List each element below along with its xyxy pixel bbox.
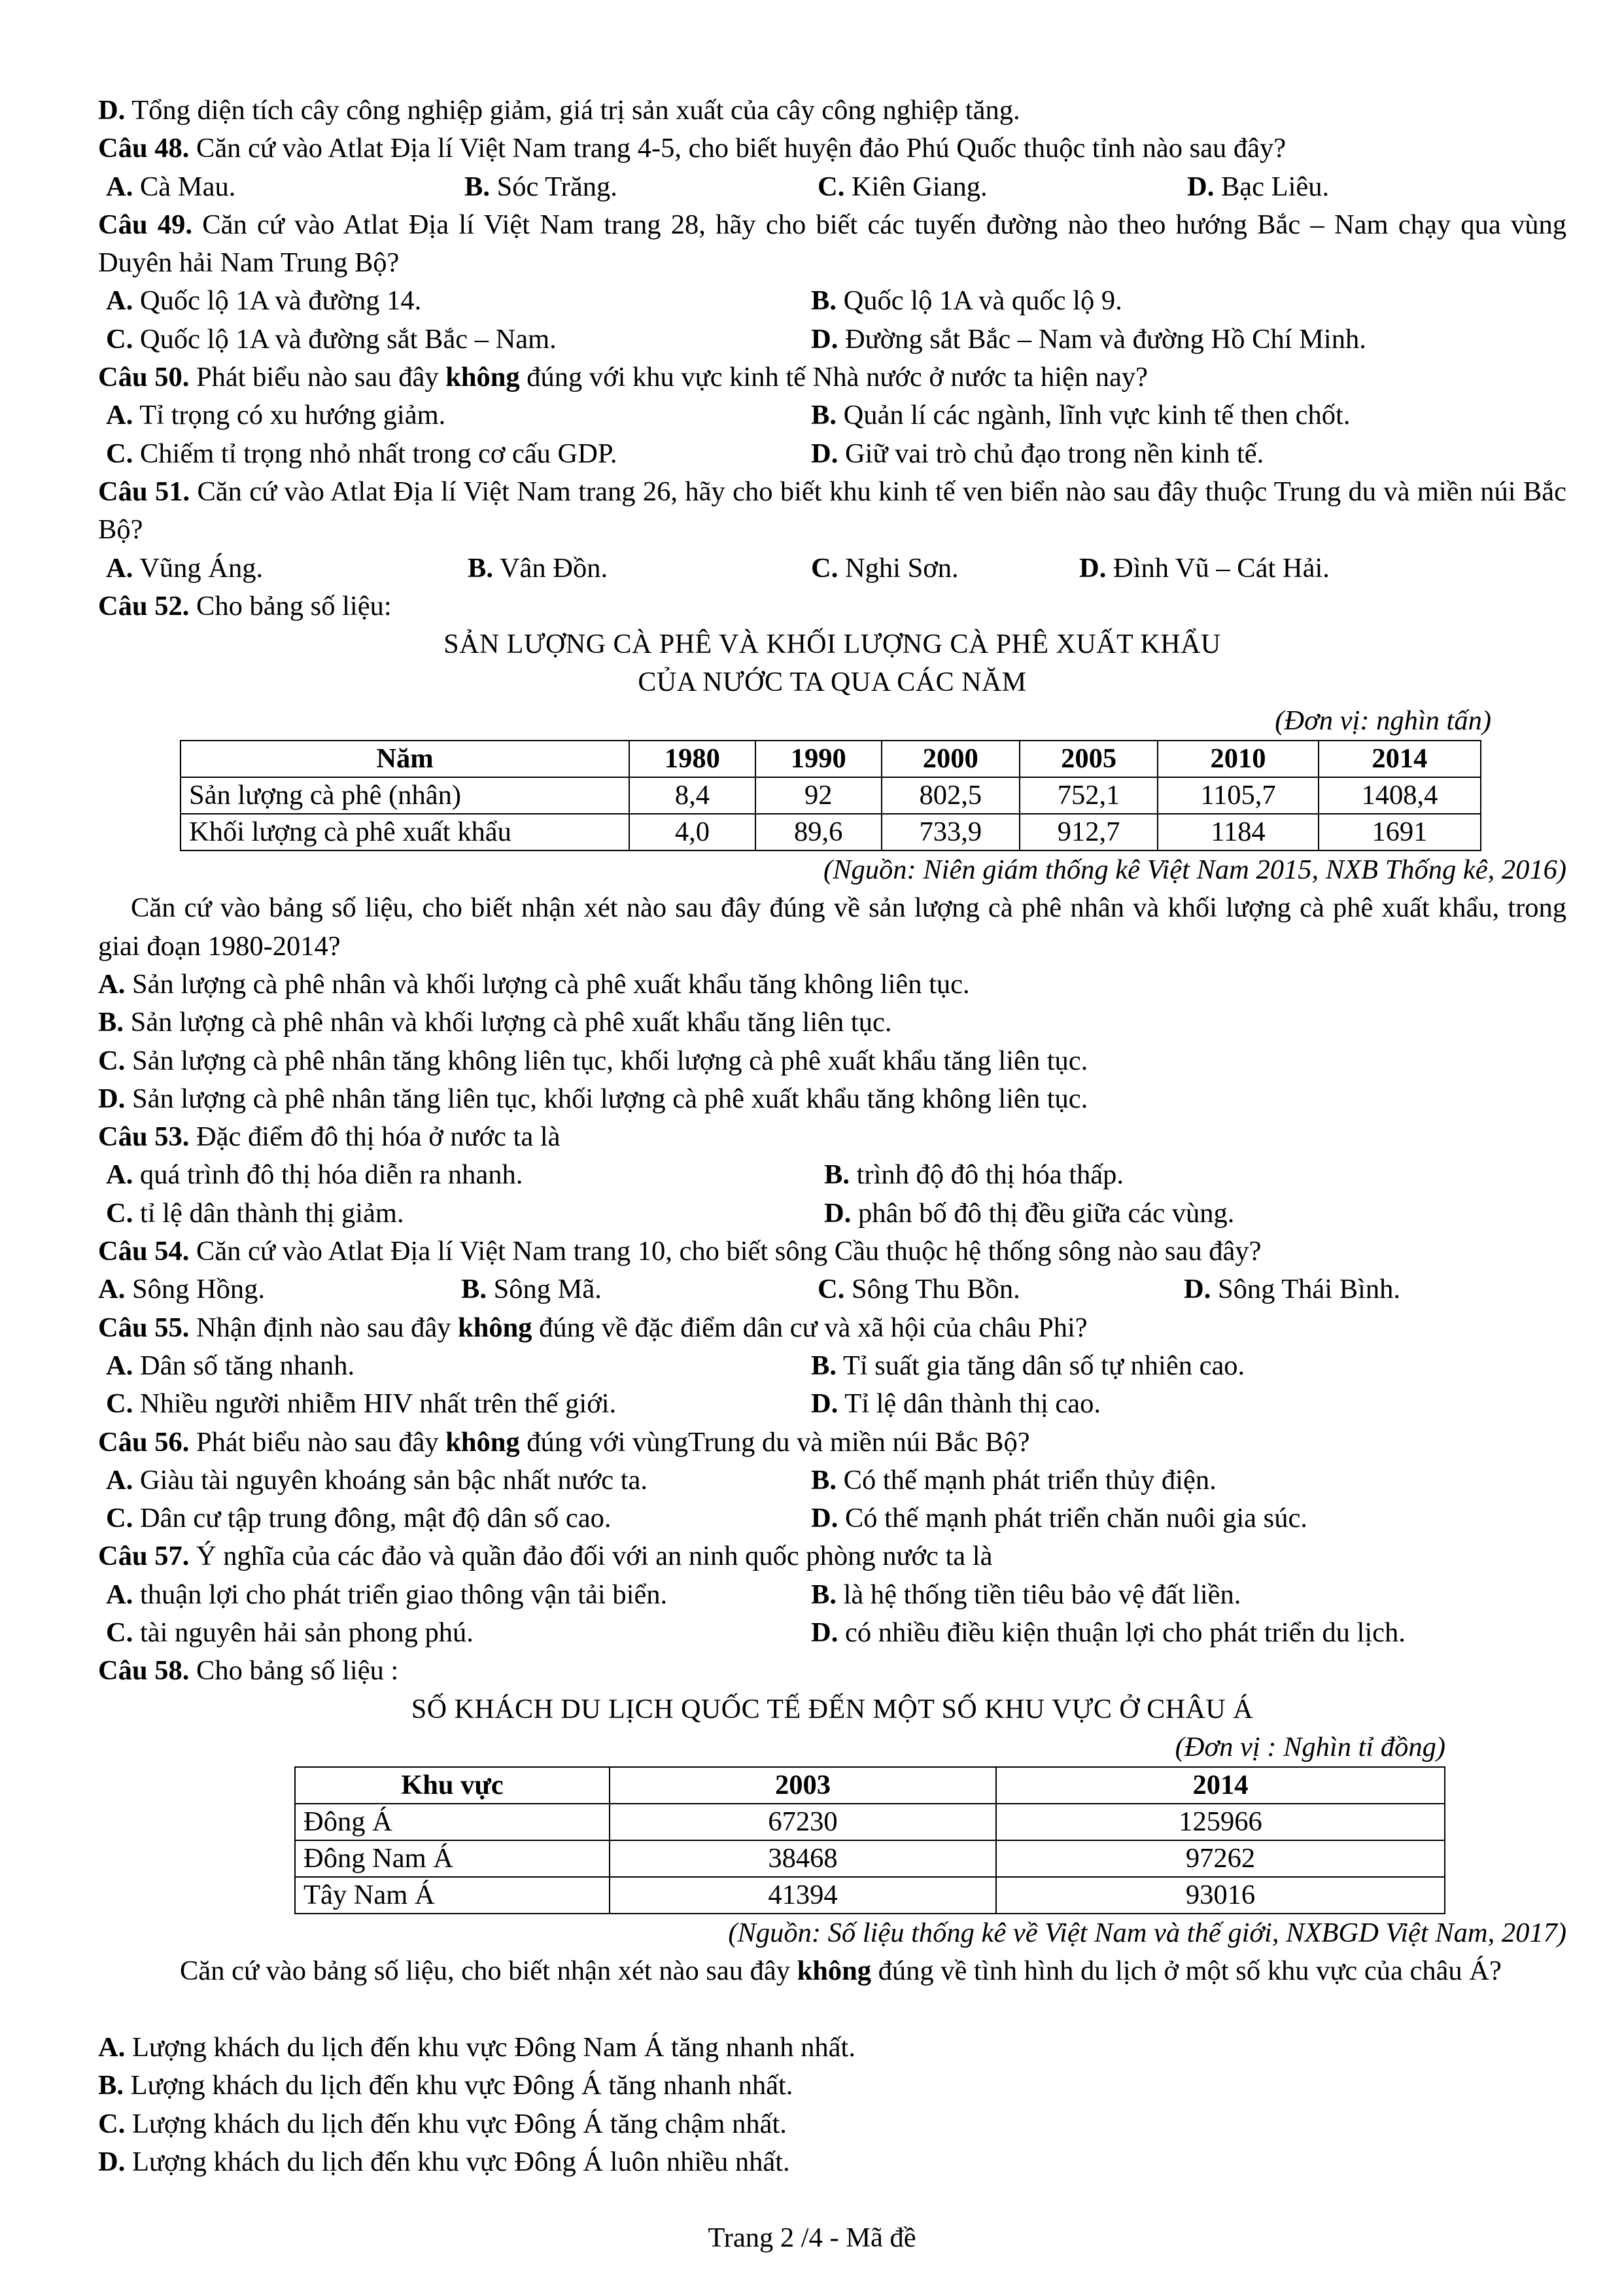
q56-option-d[interactable]: D. Có thế mạnh phát triển chăn nuôi gia súc.	[811, 1503, 1307, 1534]
q48-option-c[interactable]: C. Kiên Giang.	[818, 171, 988, 202]
table-row	[295, 1804, 1445, 1840]
question-number: Câu 55.	[98, 1312, 190, 1343]
table-cell: 1408,4	[1319, 777, 1481, 814]
table-header: 2005	[1020, 741, 1158, 777]
question-49	[98, 206, 1566, 283]
table-header-row	[181, 741, 1481, 777]
table-cell: Sản lượng cà phê (nhân)	[181, 777, 629, 814]
question-stem: Căn cứ vào bảng số liệu, cho biết nhận xét nào sau đây không đúng về tình hình du lịch ở một số khu vực của châu Á?	[180, 1955, 1502, 1987]
q56-option-c[interactable]: C. Dân cư tập trung đông, mật độ dân số cao.	[106, 1503, 612, 1534]
emphasis-text: không	[458, 1312, 532, 1343]
q53-option-a[interactable]: A. quá trình đô thị hóa diễn ra nhanh.	[106, 1159, 523, 1191]
q50-option-c[interactable]: C. Chiếm tỉ trọng nhỏ nhất trong cơ cấu GDP.	[106, 438, 617, 469]
q56-options-row1	[98, 1462, 1566, 1499]
question-56: Câu 56. Phát biểu nào sau đây không đúng với vùngTrung du và miền núi Bắc Bộ?	[98, 1426, 1030, 1458]
q49-options-row2	[98, 321, 1566, 359]
q57-option-c[interactable]: C. tài nguyên hải sản phong phú.	[106, 1617, 474, 1648]
q50-options-row2	[98, 435, 1566, 473]
question-50: Câu 50. Phát biểu nào sau đây không đúng với khu vực kinh tế Nhà nước ở nước ta hiện nay?	[98, 362, 1149, 393]
question-55: Câu 55. Nhận định nào sau đây không đúng về đặc điểm dân cư và xã hội của châu Phi?	[98, 1312, 1088, 1343]
question-number: Câu 58.	[98, 1655, 190, 1687]
table-cell: Đông Nam Á	[295, 1840, 610, 1877]
page-footer: Trang 2 /4 - Mã đề	[708, 2222, 916, 2253]
table-cell: 8,4	[629, 777, 755, 814]
table-cell: Đông Á	[295, 1804, 610, 1840]
option-text: Tổng diện tích cây công nghiệp giảm, giá trị sản xuất của cây công nghiệp tăng.	[131, 95, 1020, 126]
question-text: Cho bảng số liệu:	[196, 590, 392, 622]
tourism-table	[294, 1766, 1445, 1914]
table-cell: 97262	[996, 1840, 1445, 1877]
table-row	[181, 814, 1481, 850]
q54-option-b[interactable]: B. Sông Mã.	[461, 1274, 602, 1305]
table-title: CỦA NƯỚC TA QUA CÁC NĂM	[638, 667, 1027, 698]
exam-page	[98, 92, 1566, 2181]
q56-option-a[interactable]: A. Giàu tài nguyên khoáng sản bậc nhất nước ta.	[106, 1464, 648, 1496]
question-number: Câu 49.	[98, 209, 192, 240]
table-cell: 125966	[996, 1804, 1445, 1840]
table-source: (Nguồn: Niên giám thống kê Việt Nam 2015, NXB Thống kê, 2016)	[823, 854, 1566, 886]
question-number: Câu 57.	[98, 1541, 190, 1572]
q48-option-a[interactable]: A. Cà Mau.	[106, 171, 236, 202]
question-stem: Căn cứ vào bảng số liệu, cho biết nhận xét nào sau đây đúng về sản lượng cà phê nhân và khối lượng cà phê xuất khẩu, trong giai đoạn 1980-2014?	[98, 892, 1566, 962]
table-cell: 1691	[1319, 814, 1481, 850]
question-text: Cho bảng số liệu :	[196, 1655, 399, 1687]
table-cell: 1184	[1158, 814, 1319, 850]
question-number: Câu 53.	[98, 1121, 190, 1153]
question-number: Câu 56.	[98, 1426, 190, 1458]
q52-option-a[interactable]: A. Sản lượng cà phê nhân và khối lượng cà phê xuất khẩu tăng không liên tục.	[98, 968, 970, 1000]
q54-options	[98, 1270, 1566, 1308]
q51-option-c[interactable]: C. Nghi Sơn.	[811, 552, 959, 584]
q53-option-d[interactable]: D. phân bố đô thị đều giữa các vùng.	[824, 1197, 1235, 1229]
table-row	[295, 1877, 1445, 1914]
table-cell: 89,6	[755, 814, 882, 850]
q54-option-c[interactable]: C. Sông Thu Bồn.	[818, 1274, 1020, 1305]
q56-option-b[interactable]: B. Có thế mạnh phát triển thủy điện.	[811, 1464, 1217, 1496]
q50-option-b[interactable]: B. Quản lí các ngành, lĩnh vực kinh tế then chốt.	[811, 400, 1351, 431]
emphasis-text: không	[445, 1426, 520, 1458]
table-header: 2010	[1158, 741, 1319, 777]
question-48	[98, 130, 1566, 167]
option-d-continued	[98, 92, 1566, 130]
q53-option-b[interactable]: B. trình độ đô thị hóa thấp.	[824, 1159, 1124, 1191]
table-cell: 38468	[610, 1840, 996, 1877]
table-cell: Khối lượng cà phê xuất khẩu	[181, 814, 629, 850]
q55-option-d[interactable]: D. Tỉ lệ dân thành thị cao.	[811, 1388, 1101, 1420]
q50-options-row1	[98, 396, 1566, 434]
question-text: Đặc điểm đô thị hóa ở nước ta là	[196, 1121, 561, 1153]
table-header: Năm	[181, 741, 629, 777]
question-number: Câu 54.	[98, 1236, 190, 1267]
question-58	[98, 1652, 1566, 1690]
table-row	[181, 777, 1481, 814]
q52-option-d[interactable]: D. Sản lượng cà phê nhân tăng liên tục, khối lượng cà phê xuất khẩu tăng không liên tục.	[98, 1083, 1088, 1114]
table-title: SẢN LƯỢNG CÀ PHÊ VÀ KHỐI LƯỢNG CÀ PHÊ XUẤT KHẨU	[443, 629, 1221, 660]
table-header: 1980	[629, 741, 755, 777]
coffee-table	[180, 740, 1481, 851]
q48-option-b[interactable]: B. Sóc Trăng.	[464, 171, 617, 202]
question-number: Câu 52.	[98, 590, 190, 622]
table-header: 2014	[1319, 741, 1481, 777]
q50-option-d[interactable]: D. Giữ vai trò chủ đạo trong nền kinh tế.	[811, 438, 1264, 469]
question-number: Câu 48.	[98, 133, 190, 164]
question-number: Câu 50.	[98, 362, 190, 393]
q53-option-c[interactable]: C. tỉ lệ dân thành thị giảm.	[106, 1197, 404, 1229]
q53-options-row2	[98, 1195, 1566, 1233]
q51-option-b[interactable]: B. Vân Đồn.	[468, 552, 608, 584]
emphasis-text: không	[445, 362, 520, 393]
q55-options-row1	[98, 1347, 1566, 1385]
table-unit: (Đơn vị: nghìn tấn)	[1275, 705, 1491, 736]
q54-option-d[interactable]: D. Sông Thái Bình.	[1184, 1274, 1400, 1305]
q53-options-row1	[98, 1156, 1566, 1194]
q56-options-row2	[98, 1499, 1566, 1537]
q48-option-d[interactable]: D. Bạc Liêu.	[1187, 171, 1330, 202]
table-cell: 41394	[610, 1877, 996, 1914]
q55-option-b[interactable]: B. Tỉ suất gia tăng dân số tự nhiên cao.	[811, 1350, 1245, 1381]
table-cell: 93016	[996, 1877, 1445, 1914]
table-cell: 733,9	[882, 814, 1020, 850]
question-53	[98, 1118, 1566, 1156]
question-number: Câu 51.	[98, 476, 190, 507]
table-header: Khu vực	[295, 1767, 610, 1804]
q57-option-a[interactable]: A. thuận lợi cho phát triển giao thông vận tải biển.	[106, 1579, 668, 1610]
emphasis-text: không	[797, 1955, 872, 1987]
table-unit: (Đơn vị : Nghìn tỉ đồng)	[1175, 1731, 1445, 1762]
question-text: Ý nghĩa của các đảo và quần đảo đối với an ninh quốc phòng nước ta là	[196, 1541, 993, 1572]
q58-option-b[interactable]: B. Lượng khách du lịch đến khu vực Đông Á tăng nhanh nhất.	[98, 2070, 793, 2101]
question-text: Căn cứ vào Atlat Địa lí Việt Nam trang 4-5, cho biết huyện đảo Phú Quốc thuộc tỉnh nào sau đây?	[196, 133, 1287, 164]
q55-option-a[interactable]: A. Dân số tăng nhanh.	[106, 1350, 355, 1381]
q50-option-a[interactable]: A. Tỉ trọng có xu hướng giảm.	[106, 400, 446, 431]
q57-option-d[interactable]: D. có nhiều điều kiện thuận lợi cho phát triển du lịch.	[811, 1617, 1406, 1648]
table-header: 1990	[755, 741, 882, 777]
q51-option-d[interactable]: D. Đình Vũ – Cát Hải.	[1079, 552, 1330, 584]
q49-option-c[interactable]: C. Quốc lộ 1A và đường sắt Bắc – Nam.	[106, 323, 557, 355]
table-cell: 67230	[610, 1804, 996, 1840]
q49-option-b[interactable]: B. Quốc lộ 1A và quốc lộ 9.	[811, 285, 1122, 317]
q49-option-a[interactable]: A. Quốc lộ 1A và đường 14.	[106, 285, 422, 317]
question-51	[98, 473, 1566, 550]
question-57	[98, 1537, 1566, 1575]
q52-option-c[interactable]: C. Sản lượng cà phê nhân tăng không liên tục, khối lượng cà phê xuất khẩu tăng liên tục.	[98, 1045, 1088, 1076]
q57-options-row2	[98, 1614, 1566, 1652]
q57-options-row1	[98, 1576, 1566, 1614]
question-54	[98, 1233, 1566, 1270]
q52-option-b[interactable]: B. Sản lượng cà phê nhân và khối lượng cà phê xuất khẩu tăng liên tục.	[98, 1007, 892, 1038]
q55-options-row2	[98, 1385, 1566, 1423]
table-cell: 912,7	[1020, 814, 1158, 850]
q58-option-d[interactable]: D. Lượng khách du lịch đến khu vực Đông Á luôn nhiều nhất.	[98, 2146, 790, 2177]
q49-options-row1	[98, 282, 1566, 320]
table-cell: 92	[755, 777, 882, 814]
q58-option-c[interactable]: C. Lượng khách du lịch đến khu vực Đông Á tăng chậm nhất.	[98, 2108, 787, 2139]
q54-option-a[interactable]: A. Sông Hồng.	[98, 1274, 266, 1305]
q51-options	[98, 550, 1566, 587]
q51-option-a[interactable]: A. Vũng Áng.	[106, 552, 264, 584]
question-text: Căn cứ vào Atlat Địa lí Việt Nam trang 26, hãy cho biết khu kinh tế ven biển nào sau đây thuộc Trung du và miền núi Bắc Bộ?	[98, 476, 1566, 546]
q48-options	[98, 168, 1566, 206]
table-cell: 1105,7	[1158, 777, 1319, 814]
table-row	[295, 1840, 1445, 1877]
question-text: Căn cứ vào Atlat Địa lí Việt Nam trang 28, hãy cho biết các tuyến đường nào theo hướng Bắc – Nam chạy qua vùng Duyên hải Nam Trung Bộ?	[98, 209, 1566, 279]
q49-option-d[interactable]: D. Đường sắt Bắc – Nam và đường Hồ Chí Minh.	[811, 323, 1366, 355]
table-cell: 802,5	[882, 777, 1020, 814]
q57-option-b[interactable]: B. là hệ thống tiền tiêu bảo vệ đất liền.	[811, 1579, 1241, 1610]
table-header: 2003	[610, 1767, 996, 1804]
table-title: SỐ KHÁCH DU LỊCH QUỐC TẾ ĐẾN MỘT SỐ KHU VỰC Ở CHÂU Á	[411, 1694, 1254, 1725]
table-source: (Nguồn: Số liệu thống kê về Việt Nam và thế giới, NXBGD Việt Nam, 2017)	[728, 1918, 1566, 1949]
q58-option-a[interactable]: A. Lượng khách du lịch đến khu vực Đông Nam Á tăng nhanh nhất.	[98, 2032, 855, 2063]
table-header: 2000	[882, 741, 1020, 777]
table-header: 2014	[996, 1767, 1445, 1804]
q55-option-c[interactable]: C. Nhiều người nhiễm HIV nhất trên thế giới.	[106, 1388, 617, 1420]
table-cell: 4,0	[629, 814, 755, 850]
question-52	[98, 587, 1566, 625]
table-header-row	[295, 1767, 1445, 1804]
table-cell: Tây Nam Á	[295, 1877, 610, 1914]
question-text: Căn cứ vào Atlat Địa lí Việt Nam trang 10, cho biết sông Cầu thuộc hệ thống sông nào sau đây?	[196, 1236, 1262, 1267]
option-label: D.	[98, 95, 126, 126]
table-cell: 752,1	[1020, 777, 1158, 814]
